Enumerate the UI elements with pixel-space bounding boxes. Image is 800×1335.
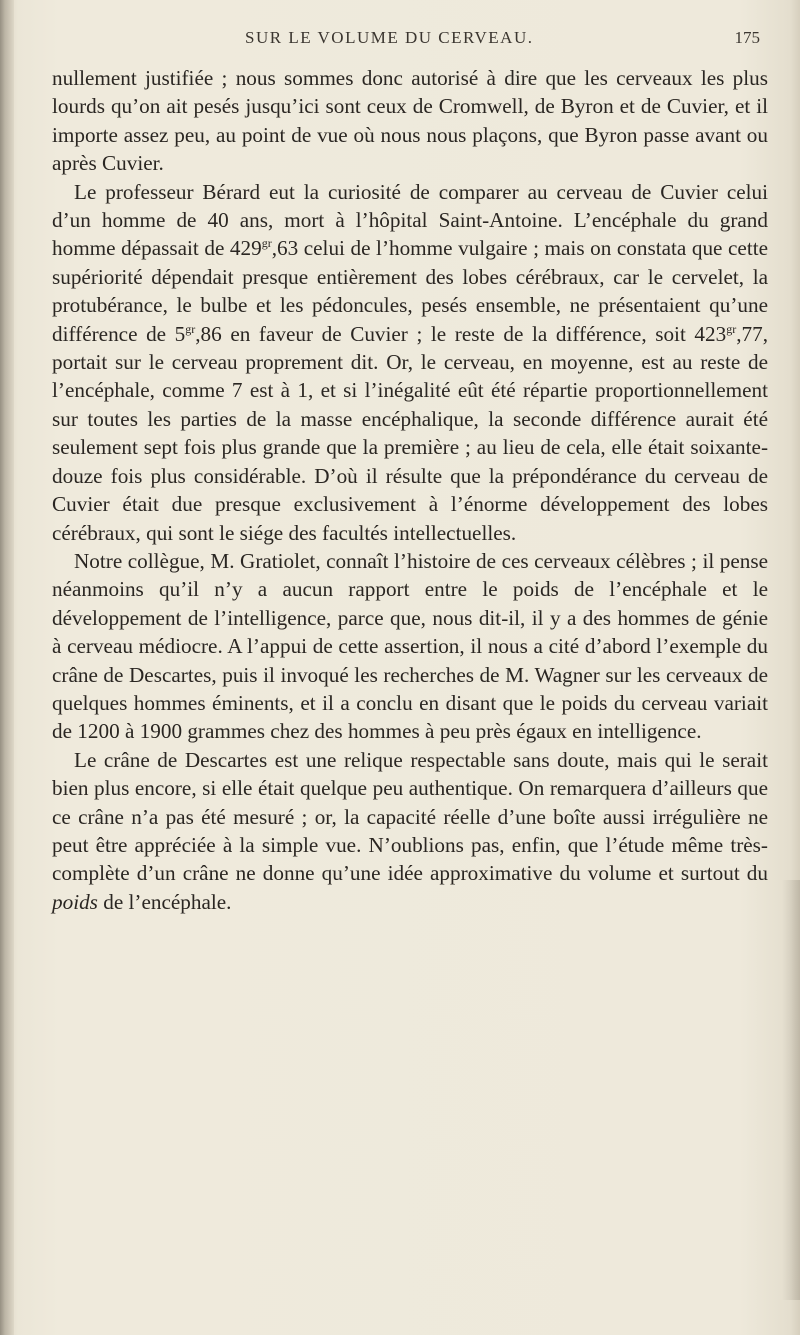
paragraph-1-text: nullement justifiée ; nous sommes donc autorisé à dire que les cerveaux les plus lourds qu’on ait pesés jusqu’ici sont ceux de Cromwell, de Byron et de Cuvier, et il importe assez peu, au point de vue où nous nous plaçons, que Byron passe avant ou après Cuvier.	[52, 66, 768, 176]
unit-grams-2: gr	[185, 321, 196, 336]
paragraph-1	[52, 64, 768, 178]
unit-grams-3: gr	[726, 321, 737, 336]
paragraph-3-text: Notre collègue, M. Gratiolet, connaît l’histoire de ces cerveaux célèbres ; il pense néanmoins qu’il n’y a aucun rapport entre le poids de l’encéphale et le développement de l’intelligence, parce que, nous dit-il, il y a des hommes de génie à cerveau médiocre. A l’appui de cette assertion, il nous a cité d’abord l’exemple du crâne de Descartes, puis il invoqué les recherches de M. Wagner sur les cerveaux de quelques hommes éminents, et il a conclu en disant que le poids du cerveau variait de 1200 à 1900 grammes chez des hommes à peu près égaux en intelligence.	[52, 548, 768, 744]
page-number: 175	[734, 28, 760, 47]
paragraph-2	[52, 178, 768, 547]
binding-shadow	[0, 0, 14, 1335]
paragraph-4-text-b: de l’encéphale.	[97, 889, 232, 914]
paragraph-4-emphasis: poids	[52, 889, 98, 914]
paragraph-3	[52, 547, 768, 746]
paragraph-4	[52, 746, 768, 916]
page-edge-stain	[782, 880, 800, 1300]
running-head	[60, 28, 760, 58]
paragraph-4-text-a: Le crâne de Descartes est une relique respectable sans doute, mais qui le serait bien plus encore, si elle était quelque peu authentique. On remarquera d’ailleurs que ce crâne n’a pas été mesuré ; or, la capacité réelle d’une boîte aussi irrégulière ne peut être appréciée à la simple vue. N’oublions pas, enfin, que l’étude même très-complète d’un crâne ne donne qu’une idée approximative du volume et surtout du	[52, 747, 768, 886]
body-text	[52, 64, 768, 916]
paragraph-2-text-a: Le professeur Bérard eut la curiosité de comparer au cerveau de Cuvier celui d’un homme de 40 ans, mort à l’hôpital Saint-Antoine. L’encéphale du grand homme dépassait de 429	[52, 179, 768, 261]
unit-grams-1: gr	[261, 236, 272, 251]
paragraph-2-text-c: ,86 en faveur de Cuvier ; le reste de la différence, soit 423	[195, 321, 727, 346]
paragraph-2-text-b: ,63 celui de l’homme vulgaire ; mais on constata que cette supériorité dépendait presque entièrement des lobes cérébraux, car le cervelet, la protubérance, le bulbe et les pédoncules, pesés ensemble, ne présentaient qu’une différence de 5	[52, 236, 769, 346]
running-title: SUR LE VOLUME DU CERVEAU.	[245, 28, 534, 47]
paragraph-2-text-d: ,77, portait sur le cerveau proprement dit. Or, le cerveau, en moyenne, est au reste de l’encéphale, comme 7 est à 1, et si l’inégalité eût été répartie proportionnellement sur toutes les parties de la masse encéphalique, la seconde différence aurait été seulement sept fois plus grande que la première ; au lieu de cela, elle était soixante-douze fois plus considérable. D’où il résulte que la prépondérance du cerveau de Cuvier était due presque exclusivement à l’énorme développement des lobes cérébraux, qui sont le siége des facultés intellectuelles.	[52, 321, 768, 545]
